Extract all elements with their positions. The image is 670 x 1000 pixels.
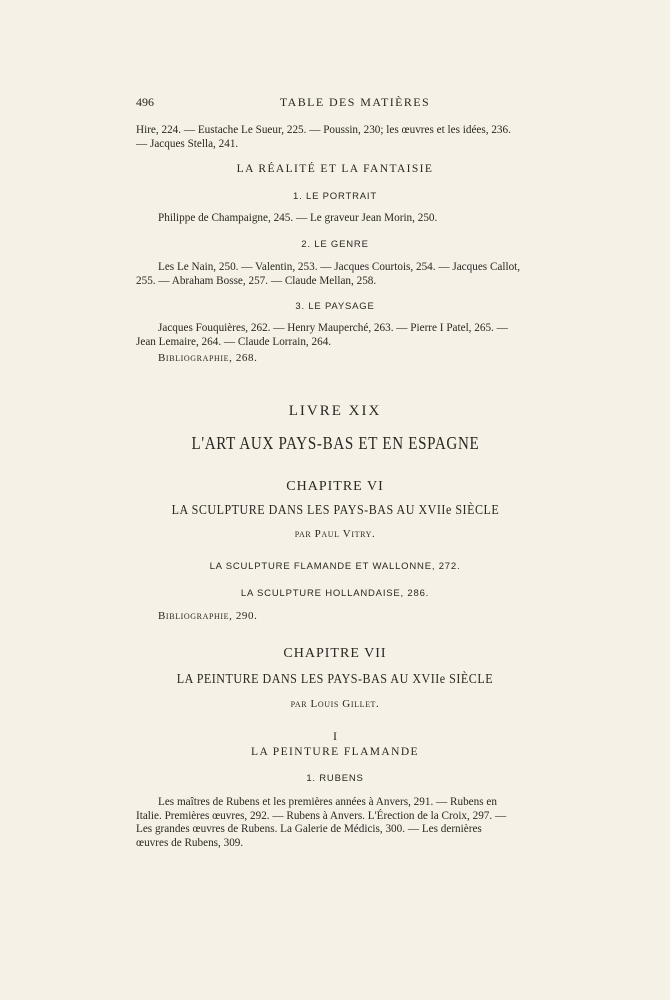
subheading-paysage: 3. LE PAYSAGE <box>295 301 375 312</box>
running-title: TABLE DES MATIÈRES <box>279 95 431 109</box>
subheading-portrait: 1. LE PORTRAIT <box>293 191 377 202</box>
livre-title <box>0 433 670 454</box>
rubens-paragraph <box>136 796 582 850</box>
chapitre-vi-label: CHAPITRE VI <box>286 479 384 494</box>
subheading-genre: 2. LE GENRE <box>301 239 369 250</box>
rubens-line: Italie. Premières œuvres, 292. — Rubens à Anvers. L'Érection de la Croix, 297. — <box>136 809 507 822</box>
livre-label: LIVRE XIX <box>288 403 382 419</box>
page-number: 496 <box>136 95 154 109</box>
chapitre-vi-item: LA SCULPTURE HOLLANDAISE, 286. <box>240 588 430 599</box>
paysage-line: Jacques Fouquières, 262. — Henry Mauperché, 263. — Pierre I Patel, 265. — <box>158 322 508 334</box>
paysage-line: Jean Lemaire, 264. — Claude Lorrain, 264. <box>136 335 332 348</box>
subheading-rubens: 1. RUBENS <box>306 773 364 784</box>
genre-paragraph <box>136 261 582 288</box>
chapitre-vii-title-text: LA PEINTURE DANS LES PAYS-BAS AU XVIIe SIÈCLE <box>176 672 494 687</box>
chapitre-vi-author: par Paul Vitry. <box>294 528 376 540</box>
rubens-line: Les grandes œuvres de Rubens. La Galerie de Médicis, 300. — Les dernières <box>136 823 482 836</box>
rubens-line: Les maîtres de Rubens et les premières années à Anvers, 291. — Rubens en <box>158 796 497 808</box>
portrait-line: Philippe de Champaigne, 245. — Le graveur Jean Morin, 250. <box>158 212 438 224</box>
paysage-paragraph <box>136 322 582 349</box>
bibliographie-realite: Bibliographie, 268. <box>158 352 258 364</box>
rubens-line: œuvres de Rubens, 309. <box>136 836 244 849</box>
part-number: I <box>333 729 337 743</box>
intro-line: — Jacques Stella, 241. <box>136 137 239 150</box>
part-title: LA PEINTURE FLAMANDE <box>251 746 419 758</box>
portrait-paragraph <box>136 212 582 226</box>
chapitre-vi-item: LA SCULPTURE FLAMANDE ET WALLONNE, 272. <box>209 561 461 572</box>
chapitre-vii-author: par Louis Gillet. <box>290 698 380 710</box>
chapitre-vii-label: CHAPITRE VII <box>283 646 387 661</box>
chapitre-vi-title-text: LA SCULPTURE DANS LES PAYS-BAS AU XVIIe SIÈCLE <box>171 503 499 518</box>
intro-paragraph <box>136 124 582 151</box>
intro-line: Hire, 224. — Eustache Le Sueur, 225. — Poussin, 230; les œuvres et les idées, 236. <box>136 124 511 136</box>
bibliographie-chapitre-vi: Bibliographie, 290. <box>158 610 258 622</box>
genre-line: Les Le Nain, 250. — Valentin, 253. — Jacques Courtois, 254. — Jacques Callot, <box>158 261 521 273</box>
genre-line: 255. — Abraham Bosse, 257. — Claude Mellan, 258. <box>136 274 377 287</box>
livre-title-text: L'ART AUX PAYS-BAS ET EN ESPAGNE <box>191 433 479 453</box>
chapitre-vii-title <box>0 672 670 688</box>
chapitre-vi-title <box>0 503 670 519</box>
section-title-realite: LA RÉALITÉ ET LA FANTAISIE <box>236 163 434 175</box>
